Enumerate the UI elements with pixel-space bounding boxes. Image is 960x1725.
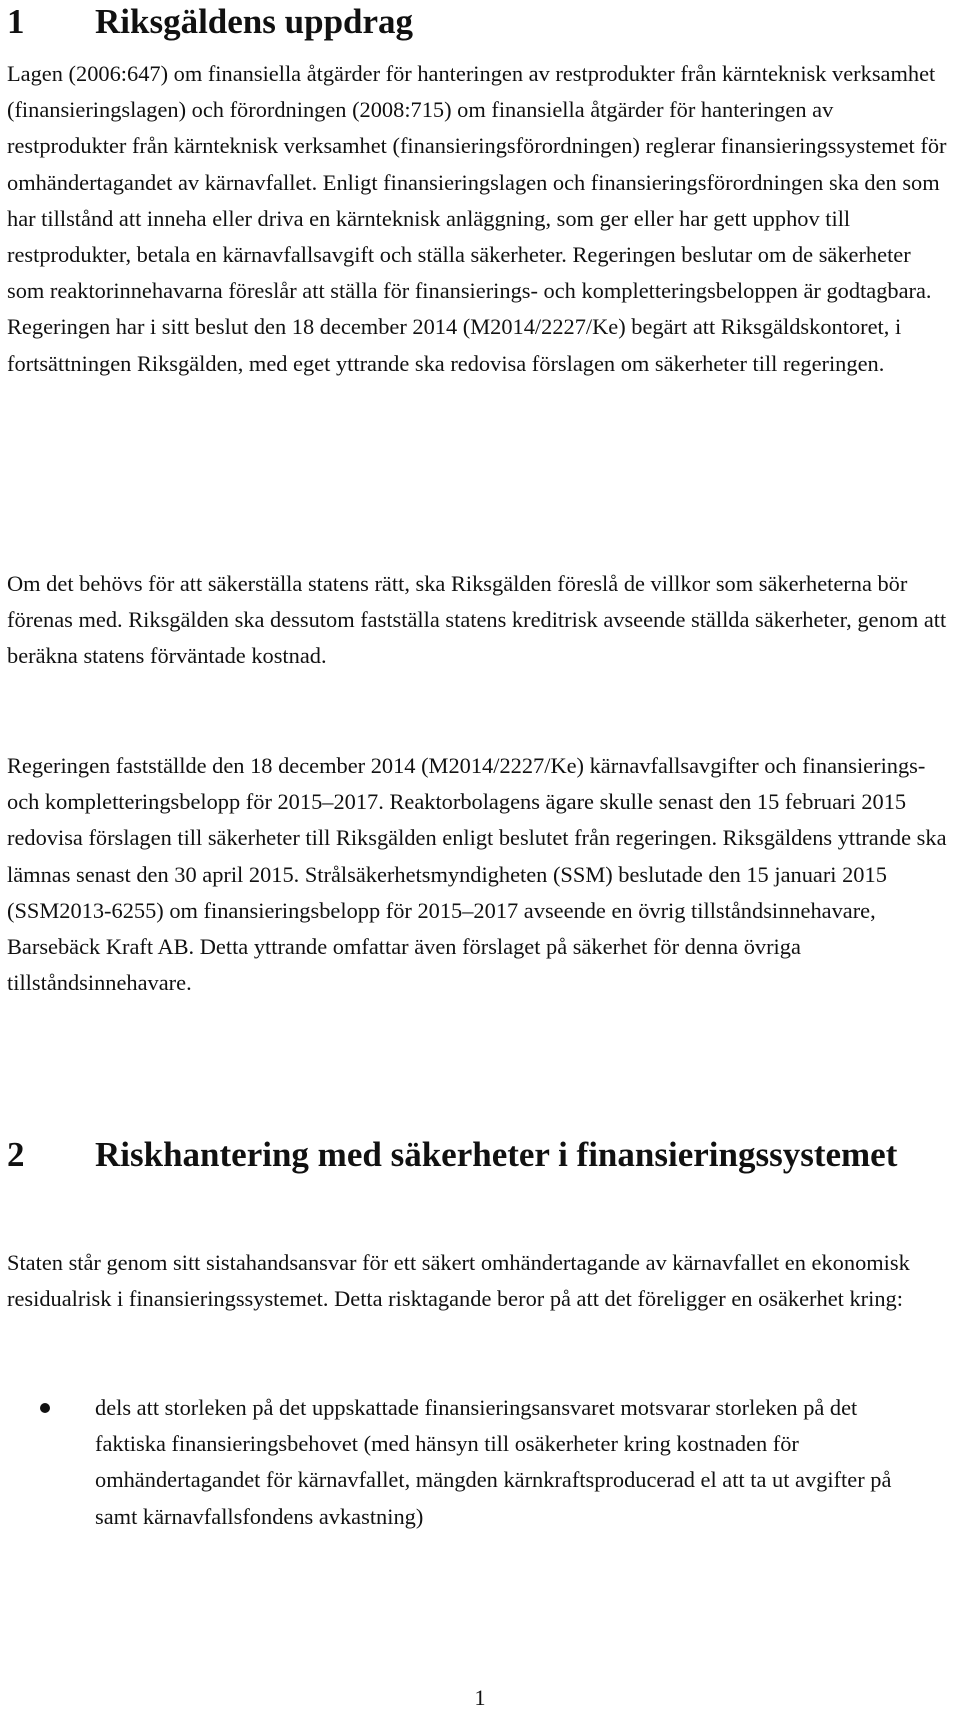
list-item-text: dels att storleken på det uppskattade finansieringsansvaret motsvarar storleken på det faktiska finansieringsbehovet (med hänsyn till osäkerheter kring kostnaden för omhändertagandet för kärnavfallet, mängden kärnkraftsproducerad el att ta ut avgifter på samt kärnavfallsfondens avkastning) [95,1395,892,1529]
bullet-list [7,1390,953,1535]
section-2-number: 2 [7,1135,25,1174]
section-1-title: Riksgäldens uppdrag [95,2,414,41]
section-2-title: Riskhantering med säkerheter i finansieringssystemet [95,1135,898,1174]
section-1-heading [7,0,953,44]
section-2-heading [7,1128,953,1182]
list-item [7,1390,953,1535]
section-1-paragraph: Om det behövs för att säkerställa statens rätt, ska Riksgälden föreslå de villkor som säkerheterna bör förenas med. Riksgälden ska dessutom fastställa statens kreditrisk avseende ställda säkerheter, genom att beräkna statens förväntade kostnad. [7,571,947,669]
page-number: 1 [474,1685,486,1710]
bullet-icon [7,1390,95,1535]
section-2-paragraph: Staten står genom sitt sistahandsansvar för ett säkert omhändertagande av kärnavfallet en ekonomisk residualrisk i finansieringssystemet. Detta risktagande beror på att det föreligger en osäkerhet kring: [7,1250,910,1312]
section-1-paragraph: Regeringen fastställde den 18 december 2014 (M2014/2227/Ke) kärnavfallsavgifter och finansierings- och kompletteringsbelopp för 2015–2017. Reaktorbolagens ägare skulle senast den 15 februari 2015 redovisa förslagen till säkerheter till Riksgälden enligt beslutet från regeringen. Riksgäldens yttrande ska lämnas senast den 30 april 2015. Strålsäkerhetsmyndigheten (SSM) beslutade den 15 januari 2015 (SSM2013-6255) om finansieringsbelopp för 2015–2017 avseende en övrig tillståndsinnehavare, Barsebäck Kraft AB. Detta yttrande omfattar även förslaget på säkerhet för denna övriga tillståndsinnehavare. [7,753,947,996]
section-1-paragraph: Lagen (2006:647) om finansiella åtgärder för hanteringen av restprodukter från kärnteknisk verksamhet (finansieringslagen) och förordningen (2008:715) om finansiella åtgärder för hanteringen av restprodukter från kärnteknisk verksamhet (finansieringsförordningen) reglerar finansieringssystemet för omhändertagandet av kärnavfallet. Enligt finansieringslagen och finansieringsförordningen ska den som har tillstånd att inneha eller driva en kärnteknisk anläggning, som ger eller har gett upphov till restprodukter, betala en kärnavfallsavgift och ställa säkerheter. Regeringen beslutar om de säkerheter som reaktorinnehavarna föreslår att ställa för finansierings- och kompletteringsbeloppen är godtagbara. Regeringen har i sitt beslut den 18 december 2014 (M2014/2227/Ke) begärt att Riksgäldskontoret, i fortsättningen Riksgälden, med eget yttrande ska redovisa förslagen om säkerheter till regeringen. [7,61,947,376]
section-1-number: 1 [7,2,25,41]
